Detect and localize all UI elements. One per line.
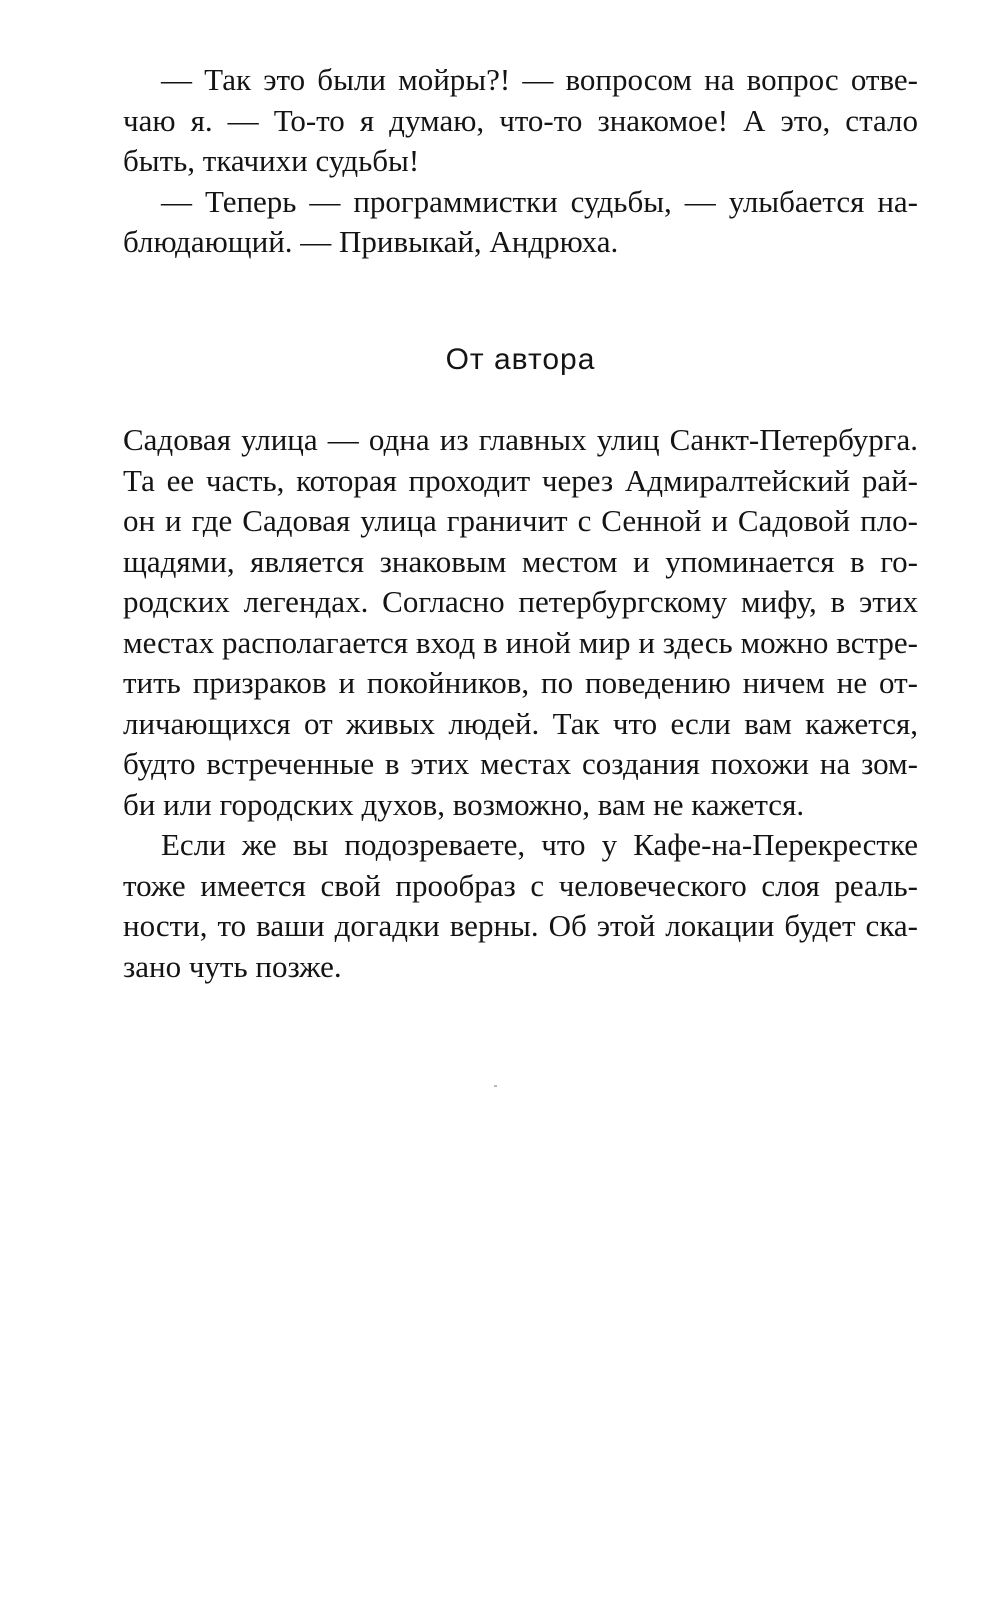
author-note: [123, 420, 918, 987]
text-line: чаю я. — То-то я думаю, что-то знакомое! А это, стало: [123, 102, 918, 138]
text-line: быть, ткачихи судьбы!: [123, 143, 420, 178]
text-line: ности, то ваши догадки верны. Об этой локации будет ска-: [123, 908, 918, 943]
dialogue-block: [123, 60, 918, 263]
text-line: зано чуть позже.: [123, 948, 342, 984]
text-line: местах располагается вход в иной мир и здесь можно встре-: [123, 624, 918, 660]
text-line: блюдающий. — Привыкай, Андрюха.: [123, 224, 619, 259]
print-speck: [494, 1085, 497, 1087]
text-line: он и где Садовая улица граничит с Сенной и Садовой пло-: [123, 503, 918, 538]
text-line: тоже имеется свой прообраз с человеческого слоя реаль-: [123, 867, 918, 903]
text-line: родских легендах. Согласно петербургскому мифу, в этих: [123, 584, 918, 619]
text-line: Если же вы подозреваете, что у Кафе-на-Перекрестке: [161, 827, 918, 862]
text-line: — Теперь — программистки судьбы, — улыбается на-: [161, 183, 918, 219]
text-line: тить призраков и покойников, по поведению ничем не от-: [123, 665, 918, 700]
text-line: личающихся от живых людей. Так что если вам кажется,: [123, 705, 918, 741]
text-line: — Так это были мойры?! — вопросом на вопрос отве-: [161, 62, 918, 97]
text-line: би или городских духов, возможно, вам не кажется.: [123, 786, 805, 822]
text-line: щадями, является знаковым местом и упоминается в го-: [123, 543, 918, 579]
text-line: Садовая улица — одна из главных улиц Санкт-Петербурга.: [123, 422, 918, 457]
text-line: будто встреченные в этих местах создания похожи на зом-: [123, 746, 918, 781]
text-line: Та ее часть, которая проходит через Адмиралтейский рай-: [123, 462, 918, 498]
section-heading: От автора: [445, 343, 596, 376]
